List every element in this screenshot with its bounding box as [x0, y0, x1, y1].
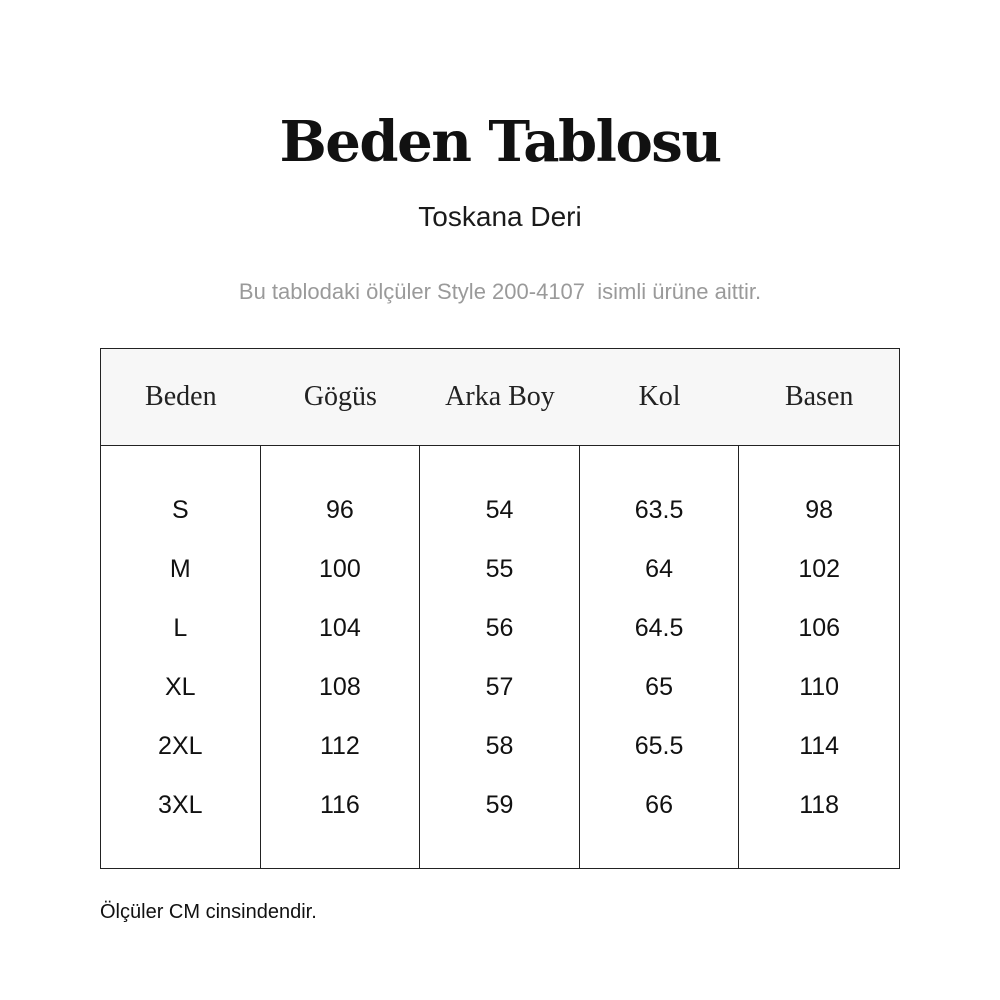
table-cell: L	[173, 614, 188, 642]
header-beden: Beden	[145, 381, 217, 412]
column-beden	[101, 446, 261, 868]
table-cell: 63.5	[634, 496, 684, 524]
table-cell: 102	[798, 555, 841, 583]
column-basen	[739, 446, 899, 868]
table-cell: 112	[319, 732, 360, 760]
table-cell: M	[169, 555, 191, 583]
header-gogus: Gögüs	[303, 381, 377, 412]
column-arka-boy	[420, 446, 580, 868]
table-body	[101, 446, 899, 868]
table-cell: 55	[485, 555, 514, 583]
table-cell: 104	[319, 614, 361, 642]
size-table	[100, 348, 900, 869]
page-subtitle: Toskana Deri	[418, 201, 582, 232]
table-cell: 2XL	[158, 732, 203, 760]
table-cell: 56	[485, 614, 514, 642]
page-title: Beden Tablosu	[279, 109, 721, 175]
table-cell: 65.5	[634, 732, 684, 760]
header-basen: Basen	[784, 381, 854, 412]
unit-footnote: Ölçüler CM cinsindendir.	[100, 901, 317, 923]
table-cell: 100	[319, 555, 361, 583]
column-gogus	[261, 446, 421, 868]
header-kol: Kol	[638, 381, 681, 412]
table-cell: 66	[645, 791, 673, 819]
table-cell: 96	[325, 496, 354, 524]
table-cell: 64.5	[634, 614, 684, 642]
table-cell: 108	[319, 673, 361, 701]
table-cell: XL	[165, 673, 196, 701]
table-cell: 59	[485, 791, 514, 819]
table-cell: 54	[485, 496, 514, 524]
table-cell: 65	[645, 673, 673, 701]
table-cell: 58	[485, 732, 514, 760]
table-cell: 3XL	[158, 791, 203, 819]
table-cell: 64	[645, 555, 673, 583]
table-cell: 116	[319, 791, 360, 819]
table-cell: S	[171, 496, 189, 524]
table-header-row	[101, 349, 899, 446]
table-cell: 114	[799, 732, 840, 760]
table-cell: 98	[805, 496, 834, 524]
table-cell: 106	[798, 614, 841, 642]
header-arka-boy: Arka Boy	[445, 381, 555, 412]
table-cell: 118	[799, 791, 840, 819]
product-note: Bu tablodaki ölçüler Style 200-4107 isimli ürüne aittir.	[238, 279, 762, 304]
column-kol	[580, 446, 740, 868]
table-cell: 57	[485, 673, 514, 701]
table-cell: 110	[799, 673, 840, 701]
